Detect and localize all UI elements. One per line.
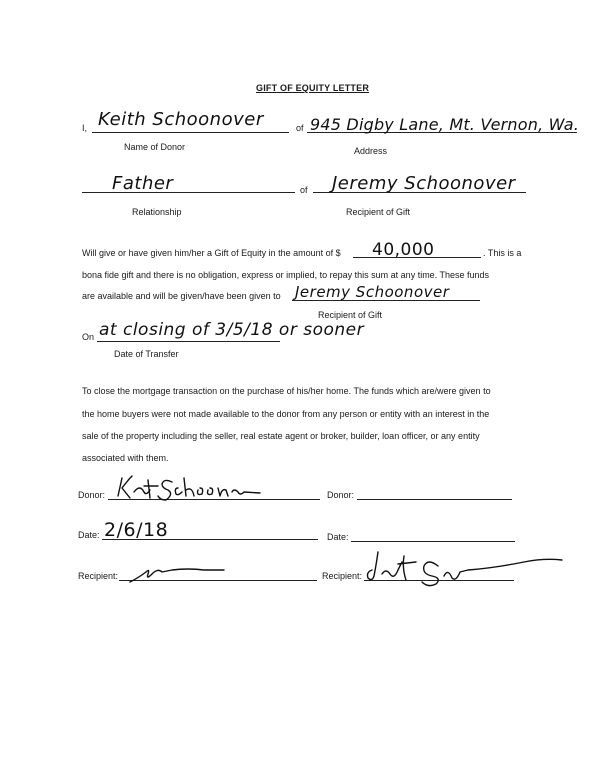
para-line-2: the home buyers were not made available to the donor from any person or entity with an interest in the: [82, 409, 490, 419]
address-caption: Address: [354, 146, 388, 156]
gift-line-1-end: . This is a: [483, 248, 522, 258]
donor-of-label: of: [296, 123, 304, 133]
para-line-4: associated with them.: [82, 453, 169, 463]
transfer-on-label: On: [82, 332, 95, 342]
relationship-of-label: of: [300, 185, 308, 195]
transfer-caption: Date of Transfer: [114, 349, 179, 359]
recipient-handwritten: Jeremy Schoonover: [332, 173, 516, 194]
gift-recipient-handwritten: Jeremy Schoonover: [295, 283, 450, 301]
gift-recipient-caption: Recipient of Gift: [318, 310, 383, 320]
document-title: GIFT OF EQUITY LETTER: [256, 83, 370, 93]
address-handwritten: 945 Digby Lane, Mt. Vernon, Wa.: [310, 115, 580, 134]
recipient-label-1: Recipient:: [78, 571, 119, 581]
gift-line-2: bona fide gift and there is no obligation, express or implied, to repay this sum at any time. These funds: [82, 270, 490, 280]
donor-signature-image: [114, 474, 264, 504]
donor-name-handwritten: Keith Schoonover: [98, 109, 264, 130]
donor-name-line: [92, 132, 289, 133]
recipient-label-2: Recipient:: [322, 571, 363, 581]
donor-caption: Name of Donor: [124, 142, 186, 152]
gift-line-1: Will give or have given him/her a Gift of Equity in the amount of $: [82, 248, 341, 258]
gift-line-3: are available and will be given/have been given to: [82, 291, 281, 301]
donor-label-2: Donor:: [327, 490, 355, 500]
transfer-line: [97, 341, 280, 342]
transfer-date-handwritten: at closing of 3/5/18 or sooner: [99, 320, 365, 340]
recipient-caption: Recipient of Gift: [346, 207, 411, 217]
recipient-signature-image-2: [364, 548, 564, 588]
date-handwritten-1: 2/6/18: [104, 519, 169, 541]
date-line-2: [351, 541, 515, 542]
para-line-3: sale of the property including the seller, real estate agent or broker, builder, loan officer, or any entity: [82, 431, 480, 441]
donor-prefix: I,: [82, 123, 88, 133]
date-label-1: Date:: [78, 530, 100, 540]
gift-amount-handwritten: 40,000: [372, 240, 435, 260]
date-label-2: Date:: [327, 532, 349, 542]
relationship-handwritten: Father: [112, 173, 174, 194]
recipient-signature-image-1: [128, 562, 248, 586]
donor-signature-line-2: [357, 499, 512, 500]
relationship-caption: Relationship: [132, 207, 182, 217]
para-line-1: To close the mortgage transaction on the purchase of his/her home. The funds which are/were given to: [82, 386, 491, 396]
donor-label-1: Donor:: [78, 490, 106, 500]
